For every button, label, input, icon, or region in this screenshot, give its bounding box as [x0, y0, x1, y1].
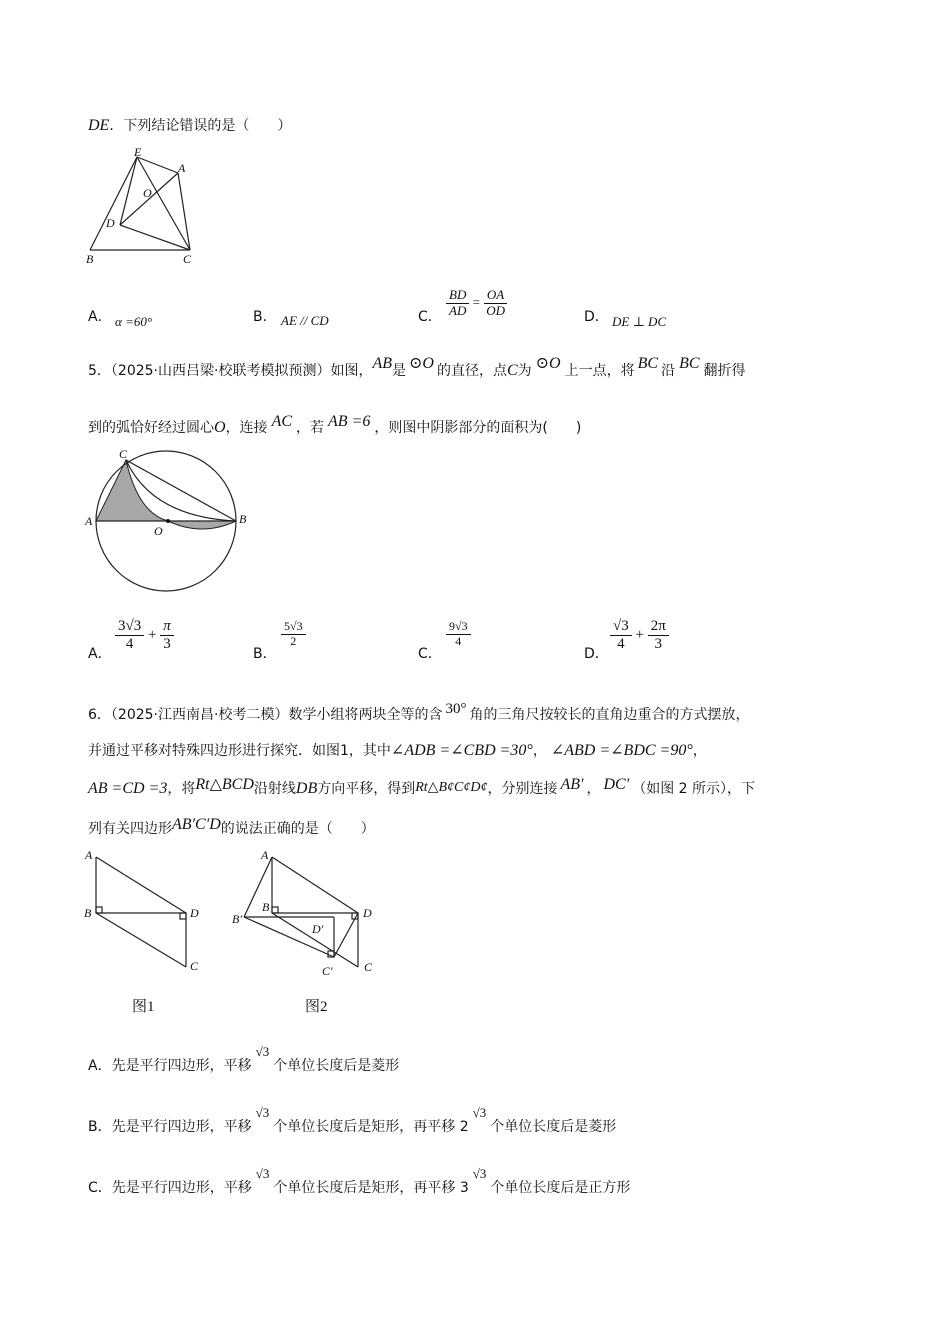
q6-line3-d: 方向平移，得到 [317, 781, 416, 797]
q6-option-c [88, 1166, 631, 1197]
q5-a-num1: 3√3 [115, 618, 144, 636]
q6-option-b-text2: 个单位长度后是矩形，再平移 2 [273, 1119, 469, 1135]
q6-option-a [88, 1044, 400, 1075]
q6-option-b-text3: 个单位长度后是菱形 [490, 1119, 617, 1135]
q6-option-a-sqrt: √3 [255, 1044, 270, 1059]
q5-circle-o: ⊙O [409, 355, 434, 372]
q6-option-c-letter: C． [88, 1180, 112, 1196]
q5-fig-label-b: B [239, 512, 247, 526]
q4-fig-label-b: B [86, 252, 94, 266]
q6-ab-cd: AB =CD =3 [88, 780, 168, 797]
q6-line1 [88, 701, 750, 724]
q6-fig1-label-b: B [84, 906, 92, 920]
q6-rt2: Rt△B¢C¢D¢ [415, 780, 488, 795]
q6-line2-b: ，其中 [348, 743, 391, 759]
q6-deg30: 30° [445, 701, 467, 717]
q6-rt1: Rt△BCD [195, 776, 254, 793]
q5-a-plus: + [147, 627, 157, 644]
q5-line2-c: ，若 [296, 420, 325, 436]
q5-figure [82, 445, 257, 595]
q5-line2-d: ，则图中阴影部分的面积为( ) [374, 420, 582, 436]
q5-line1 [88, 355, 746, 380]
q5-number: 5． [88, 363, 111, 379]
q5-c: C [506, 362, 518, 379]
q5-o: O [214, 419, 226, 436]
q6-option-c-sqrt: √3 [255, 1166, 270, 1181]
q5-arc-bc: BC [637, 355, 659, 372]
q5-bc: BC [679, 355, 700, 372]
q6-fig2-caption: 图2 [305, 999, 328, 1015]
q4-option-a-letter: A． [88, 309, 112, 325]
q5-b-den: 2 [290, 633, 297, 648]
q4-option-d-letter: D． [584, 309, 609, 325]
q5-option-b [281, 620, 306, 649]
q6-source: （2025·江西南昌·校考二模）数学小组将两块全等的含 [110, 707, 443, 723]
q6-option-c-sqrt2: √3 [472, 1166, 487, 1181]
q6-figure-1 [82, 845, 212, 980]
q5-fig-label-o: O [154, 524, 163, 538]
q6-fig2-label-dp: D′ [312, 922, 324, 936]
q4-option-c [446, 288, 508, 319]
q6-line4-a: 列有关四边形 [88, 821, 172, 837]
q5-b-num: 5√3 [281, 620, 306, 635]
q5-source: （2025·山西吕梁·校联考模拟预测）如图， [110, 363, 373, 379]
q4-option-d: DE ⊥ DC [612, 314, 667, 329]
q4-option-a: α =60° [115, 314, 153, 329]
q5-circle-o-2: ⊙O [535, 355, 561, 372]
q6-quad: AB′C′D [172, 816, 221, 833]
q4-option-c-letter: C． [418, 309, 442, 325]
q6-option-a-letter: A． [88, 1058, 112, 1074]
q5-t2: 的直径，点 [436, 363, 507, 379]
q5-option-d-letter: D． [584, 646, 609, 662]
q6-comma: ， [532, 743, 547, 759]
q5-option-a-letter: A． [88, 646, 112, 662]
q5-t4: 上一点，将 [564, 363, 635, 379]
q4-fig-label-d: D [106, 216, 115, 230]
q6-line3-g: （如图 2 所示），下 [632, 781, 756, 797]
q5-a-num2: π [160, 618, 174, 636]
q5-fig-label-a: A [85, 514, 93, 528]
q4-c-frac1-den: AD [449, 302, 467, 318]
q4-stem-de: DE [88, 117, 110, 134]
q6-figure-2 [230, 845, 390, 980]
q5-option-c-letter: C． [418, 646, 442, 662]
q6-option-b-sqrt2: √3 [472, 1105, 487, 1120]
q5-shaded-left [96, 460, 168, 521]
q6-line3-c: 沿射线 [253, 781, 296, 797]
q6-option-b-letter: B． [88, 1119, 112, 1135]
q6-line3-b: ，将 [167, 781, 196, 797]
q6-line2-c: ， [692, 743, 707, 759]
q6-option-b-text1: 先是平行四边形，平移 [111, 1119, 252, 1135]
q4-c-frac2-den: OD [486, 302, 505, 318]
q5-c-num: 9√3 [446, 620, 471, 635]
q4-fig-label-o: O [143, 186, 152, 200]
q4-fig-label-a: A [178, 161, 186, 175]
q5-d-plus: + [635, 627, 644, 644]
q6-fig2-label-cp: C′ [322, 964, 333, 978]
q6-dcp: DC′ [603, 776, 630, 793]
q6-line2-a: 并通过平移对特殊四边形进行探究．如图 [88, 743, 340, 759]
q5-d-num1: √3 [610, 618, 632, 636]
q6-line3-f: ， [586, 781, 601, 797]
q6-fig1-ref: 1 [340, 743, 349, 759]
q6-fig1-label-c: C [190, 959, 199, 973]
q5-ab6: AB =6 [328, 413, 371, 430]
q6-fig2-label-b: B [262, 900, 270, 914]
q4-c-frac2-num: OA [484, 288, 507, 304]
q6-angles1: ∠ADB =∠CBD =30° [390, 742, 533, 759]
q5-shaded-right [168, 521, 236, 529]
q6-fig1-caption: 图1 [132, 999, 155, 1015]
q6-option-c-text3: 个单位长度后是正方形 [490, 1180, 631, 1196]
q5-ab: AB [372, 355, 392, 372]
q6-fig2-label-c: C [364, 960, 373, 974]
q5-line2-b: ，连接 [225, 420, 268, 436]
q5-d-den1: 4 [617, 636, 625, 653]
q4-fig-label-e: E [134, 145, 142, 159]
q5-t3: 为 [517, 363, 532, 379]
q6-fig2-label-a: A [261, 848, 269, 862]
q5-option-d [610, 618, 669, 654]
q6-line4-b: 的说法正确的是（ ） [220, 821, 375, 837]
q5-d-den2: 3 [654, 636, 662, 653]
q6-fig2-label-bp: B′ [232, 912, 242, 926]
q5-line2 [88, 413, 582, 437]
q5-a-den2: 3 [163, 636, 171, 653]
q5-ac: AC [271, 413, 293, 430]
q6-line4 [88, 818, 375, 838]
q6-option-a-text1: 先是平行四边形，平移 [111, 1058, 252, 1074]
q6-angles2: ∠ABD =∠BDC =90° [550, 742, 693, 759]
q6-line3 [88, 778, 755, 798]
q5-t6: 翻折得 [703, 363, 746, 379]
q4-stem-text: ．下列结论错误的是（ ） [109, 118, 292, 134]
q6-fig1-label-d: D [190, 906, 199, 920]
q4-option-b: AE // CD [281, 313, 329, 328]
q6-option-c-text2: 个单位长度后是矩形，再平移 3 [273, 1180, 469, 1196]
q6-fig1-label-a: A [85, 848, 93, 862]
q6-line3-e: ，分别连接 [487, 781, 558, 797]
q6-line1-b: 角的三角尺按较长的直角边重合的方式摆放， [469, 707, 750, 723]
q6-option-a-text2: 个单位长度后是菱形 [273, 1058, 400, 1074]
q6-line2 [88, 740, 707, 760]
q6-fig2-label-d: D [363, 906, 372, 920]
q5-option-b-letter: B． [253, 646, 277, 662]
q4-c-frac1-num: BD [446, 288, 469, 304]
q5-d-num2: 2π [648, 618, 669, 636]
q5-t5: 沿 [661, 363, 676, 379]
q5-line2-a: 到的弧恰好经过圆心 [88, 420, 214, 436]
q6-option-b [88, 1105, 617, 1136]
q5-c-den: 4 [455, 633, 462, 648]
q4-c-equals: = [472, 294, 480, 310]
q6-number: 6． [88, 707, 111, 723]
q6-option-c-text1: 先是平行四边形，平移 [111, 1180, 252, 1196]
q6-option-b-sqrt: √3 [255, 1105, 270, 1120]
q5-fig-label-c: C [119, 447, 128, 461]
q4-stem [88, 115, 291, 135]
q5-a-den1: 4 [125, 636, 134, 653]
q4-figure [82, 145, 207, 270]
q6-abp: AB′ [560, 776, 584, 793]
q4-option-b-letter: B． [253, 309, 277, 325]
q6-db: DB [295, 780, 318, 797]
q5-option-c [446, 620, 471, 649]
q4-fig-label-c: C [183, 252, 192, 266]
q5-t1: 是 [392, 363, 406, 379]
q5-option-a [115, 618, 174, 654]
